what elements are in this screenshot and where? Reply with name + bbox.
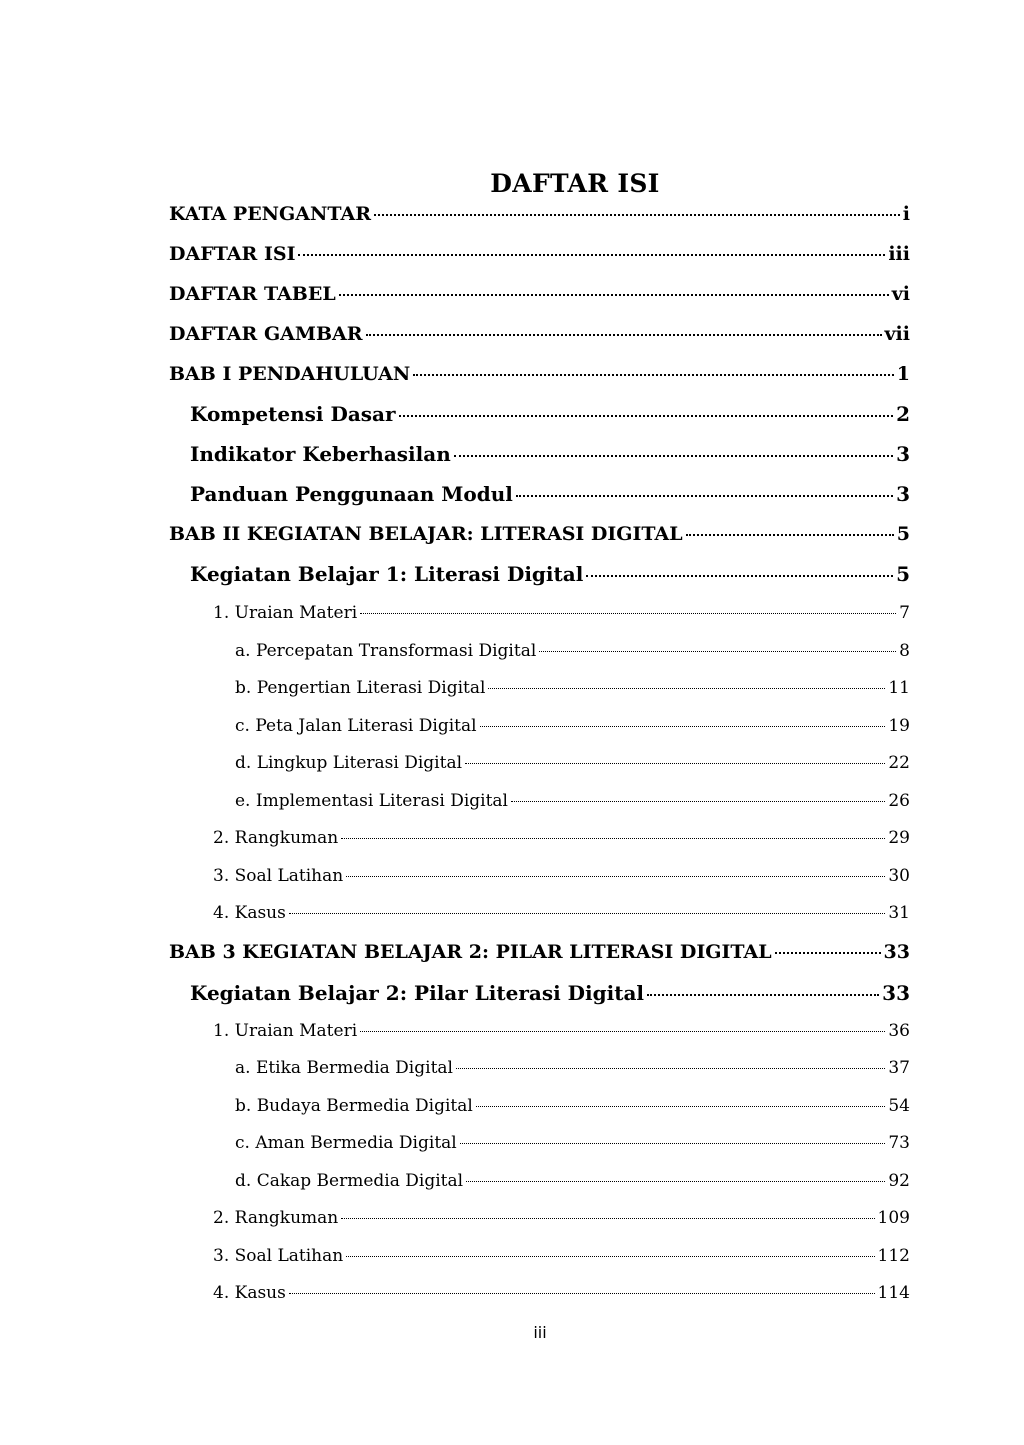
dot-leader [341,1218,874,1219]
toc-entry-page: 31 [888,903,910,923]
toc-entry-page: 109 [877,1208,910,1228]
toc-entry-soal-latihan-2[interactable] [213,1246,910,1266]
toc-entry-page: 33 [882,981,910,1005]
toc-entry-bab-2[interactable] [169,523,910,545]
dot-leader [586,575,893,577]
dot-leader [460,1143,886,1144]
toc-entry-label: e. Implementasi Literasi Digital [235,791,508,811]
toc-entry-page: iii [888,243,910,265]
toc-entry-page: vi [891,283,910,305]
toc-entry-bab-3[interactable] [169,941,910,963]
toc-entry-page: 54 [888,1096,910,1116]
dot-leader [516,495,893,497]
toc-entry-page: 3 [896,442,910,466]
page-number: iii [533,1323,547,1342]
toc-entry-kasus-1[interactable] [213,903,910,923]
toc-entry-pengertian-literasi[interactable] [235,678,910,698]
dot-leader [298,254,885,256]
toc-entry-label: a. Etika Bermedia Digital [235,1058,453,1078]
toc-entry-label: c. Aman Bermedia Digital [235,1133,457,1153]
toc-entry-label: d. Lingkup Literasi Digital [235,753,463,773]
toc-entry-indikator-keberhasilan[interactable] [190,442,910,466]
dot-leader [339,294,889,296]
toc-entry-page: 26 [888,791,910,811]
toc-entry-label: b. Pengertian Literasi Digital [235,678,486,698]
toc-entry-page: 11 [888,678,910,698]
dot-leader [488,688,885,689]
toc-entry-label: Kegiatan Belajar 1: Literasi Digital [190,562,584,586]
dot-leader [399,415,894,417]
dot-leader [465,763,885,764]
toc-entry-label: b. Budaya Bermedia Digital [235,1096,473,1116]
toc-entry-uraian-materi-2[interactable] [213,1021,910,1041]
toc-entry-cakap-bermedia[interactable] [235,1171,910,1191]
toc-entry-page: 36 [888,1021,910,1041]
toc-entry-page: 5 [896,523,910,545]
toc-entry-soal-latihan-1[interactable] [213,866,910,886]
toc-entry-rangkuman-1[interactable] [213,828,910,848]
dot-leader [511,801,885,802]
toc-entry-rangkuman-2[interactable] [213,1208,910,1228]
toc-entry-budaya-bermedia[interactable] [235,1096,910,1116]
toc-entry-label: 3. Soal Latihan [213,866,344,886]
toc-entry-page: 92 [888,1171,910,1191]
toc-entry-etika-bermedia[interactable] [235,1058,910,1078]
dot-leader [289,913,886,914]
dot-leader [466,1181,885,1182]
toc-entry-label: 2. Rangkuman [213,828,339,848]
toc-entry-implementasi-literasi[interactable] [235,791,910,811]
toc-entry-label: 3. Soal Latihan [213,1246,344,1266]
toc-entry-label: a. Percepatan Transformasi Digital [235,641,537,661]
dot-leader [341,838,885,839]
toc-entry-page: 5 [896,562,910,586]
toc-entry-page: 29 [888,828,910,848]
toc-entry-page: 1 [896,363,910,385]
toc-entry-page: 37 [888,1058,910,1078]
toc-entry-panduan-penggunaan-modul[interactable] [190,482,910,506]
dot-leader [775,952,881,954]
toc-entry-page: vii [884,323,910,345]
toc-entry-label: c. Peta Jalan Literasi Digital [235,716,477,736]
toc-entry-kompetensi-dasar[interactable] [190,402,910,426]
toc-entry-daftar-isi[interactable] [169,243,910,265]
dot-leader [456,1068,885,1069]
toc-entry-page: 33 [883,941,910,963]
toc-entry-label: KATA PENGANTAR [169,203,372,225]
toc-entry-page: 7 [899,603,910,623]
toc-entry-label: 1. Uraian Materi [213,603,358,623]
toc-entry-kata-pengantar[interactable] [169,203,910,225]
toc-entry-page: 114 [877,1283,910,1303]
dot-leader [476,1106,886,1107]
toc-entry-label: DAFTAR TABEL [169,283,336,305]
toc-entry-page: 112 [877,1246,910,1266]
toc-entry-peta-jalan[interactable] [235,716,910,736]
toc-entry-label: DAFTAR GAMBAR [169,323,363,345]
toc-entry-daftar-tabel[interactable] [169,283,910,305]
toc-entry-label: DAFTAR ISI [169,243,296,265]
toc-entry-label: 4. Kasus [213,1283,286,1303]
toc-entry-page: 30 [888,866,910,886]
toc-entry-label: BAB II KEGIATAN BELAJAR: LITERASI DIGITAL [169,523,683,545]
toc-entry-kasus-2[interactable] [213,1283,910,1303]
dot-leader [366,334,882,336]
toc-entry-label: 1. Uraian Materi [213,1021,358,1041]
toc-entry-page: 19 [888,716,910,736]
toc-entry-label: Kegiatan Belajar 2: Pilar Literasi Digital [190,981,645,1005]
toc-entry-aman-bermedia[interactable] [235,1133,910,1153]
dot-leader [346,876,885,877]
toc-entry-kegiatan-belajar-2[interactable] [190,981,910,1005]
toc-entry-label: d. Cakap Bermedia Digital [235,1171,464,1191]
dot-leader [289,1293,875,1294]
toc-entry-percepatan-transformasi[interactable] [235,641,910,661]
toc-entry-label: Indikator Keberhasilan [190,442,451,466]
dot-leader [413,374,893,376]
dot-leader [539,651,896,652]
toc-entry-label: BAB I PENDAHULUAN [169,363,411,385]
dot-leader [346,1256,874,1257]
toc-entry-label: Panduan Penggunaan Modul [190,482,513,506]
toc-entry-label: 2. Rangkuman [213,1208,339,1228]
toc-entry-page: 8 [899,641,910,661]
toc-entry-page: 3 [896,482,910,506]
toc-entry-bab-1[interactable] [169,363,910,385]
dot-leader [374,214,900,216]
toc-entry-lingkup-literasi[interactable] [235,753,910,773]
toc-entry-label: Kompetensi Dasar [190,402,396,426]
toc-entry-daftar-gambar[interactable] [169,323,910,345]
toc-entry-page: i [902,203,910,225]
dot-leader [360,1031,885,1032]
dot-leader [686,534,894,536]
toc-entry-kegiatan-belajar-1[interactable] [190,562,910,586]
toc-entry-page: 22 [888,753,910,773]
dot-leader [454,455,893,457]
toc-entry-label: 4. Kasus [213,903,286,923]
toc-entry-uraian-materi-1[interactable] [213,603,910,623]
toc-entry-page: 2 [896,402,910,426]
toc-entry-page: 73 [888,1133,910,1153]
dot-leader [480,726,886,727]
dot-leader [647,994,879,996]
toc-entry-label: BAB 3 KEGIATAN BELAJAR 2: PILAR LITERASI DIGITAL [169,941,772,963]
dot-leader [360,613,896,614]
page-title: DAFTAR ISI [490,169,660,198]
